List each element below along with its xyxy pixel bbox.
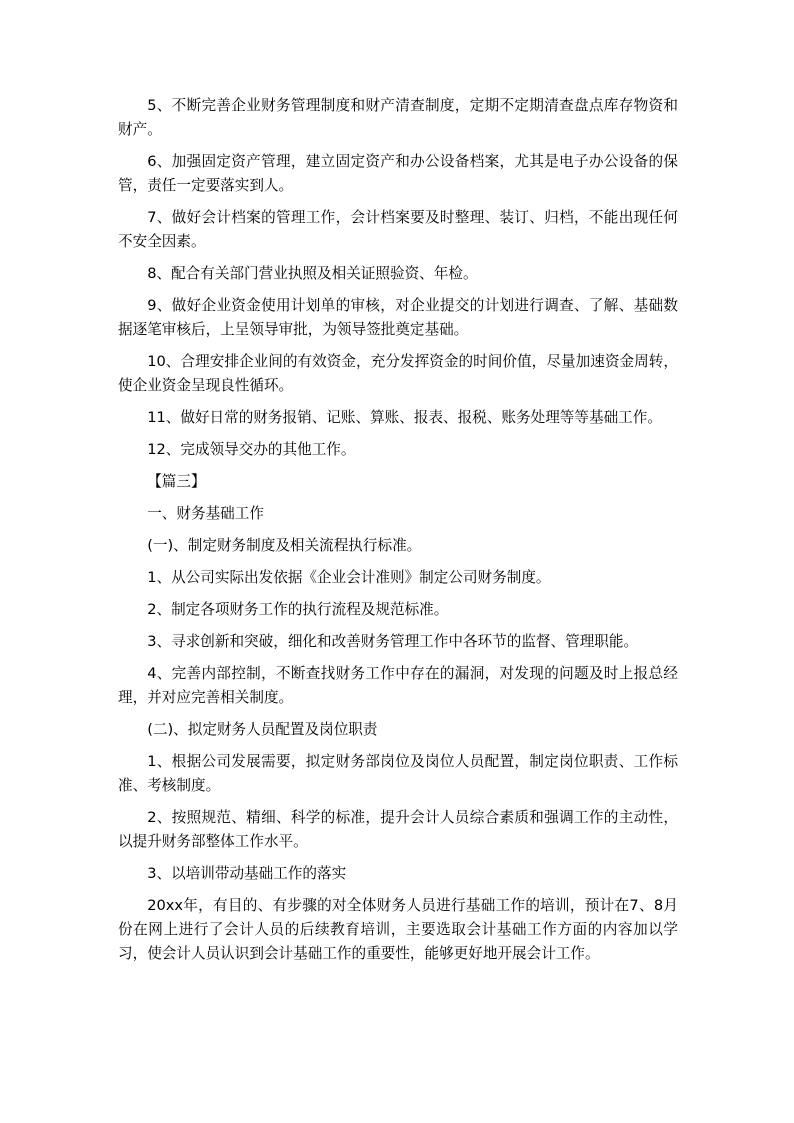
subsection-2-item-1: 1、根据公司发展需要，拟定财务部岗位及岗位人员配置，制定岗位职责、工作标准、考核制度。 [118, 753, 678, 794]
paragraph-item-11: 11、做好日常的财务报销、记账、算账、报表、报税、账务处理等等基础工作。 [147, 409, 662, 426]
subsection-1-item-4: 4、完善内部控制，不断查找财务工作中存在的漏洞，对发现的问题及时上报总经理，并对应完善相关制度。 [118, 665, 678, 706]
document-body [118, 94, 678, 974]
subsection-heading-2: (二)、拟定财务人员配置及岗位职责 [147, 721, 378, 738]
subsection-1-item-1: 1、从公司实际出发依据《企业会计准则》制定公司财务制度。 [147, 569, 551, 586]
paragraph-item-7: 7、做好会计档案的管理工作，会计档案要及时整理、装订、归档，不能出现任何不安全因素。 [118, 209, 678, 250]
paragraph-item-10: 10、合理安排企业间的有效资金，充分发挥资金的时间价值，尽量加速资金周转，使企业资金呈现良性循环。 [118, 353, 678, 394]
paragraph-item-6: 6、加强固定资产管理，建立固定资产和办公设备档案，尤其是电子办公设备的保管，责任一定要落实到人。 [118, 153, 678, 194]
paragraph-item-12: 12、完成领导交办的其他工作。 [147, 441, 356, 458]
subsection-2-item-2: 2、按照规范、精细、科学的标准，提升会计人员综合素质和强调工作的主动性，以提升财务部整体工作水平。 [118, 809, 678, 850]
subsection-heading-1: (一)、制定财务制度及相关流程执行标准。 [147, 537, 422, 554]
paragraph-item-8: 8、配合有关部门营业执照及相关证照验资、年检。 [147, 265, 478, 282]
paragraph-item-9: 9、做好企业资金使用计划单的审核，对企业提交的计划进行调查、了解、基础数据逐笔审核后，上呈领导审批，为领导签批奠定基础。 [118, 297, 678, 338]
section-heading: 【篇三】 [147, 473, 206, 490]
paragraph-item-5: 5、不断完善企业财务管理制度和财产清查制度，定期不定期清查盘点库存物资和财产。 [118, 97, 678, 138]
subsection-1-item-2: 2、制定各项财务工作的执行流程及规范标准。 [147, 601, 449, 618]
chapter-heading: 一、财务基础工作 [147, 505, 264, 522]
subsection-2-item-3: 3、以培训带动基础工作的落实 [147, 865, 347, 882]
subsection-1-item-3: 3、寻求创新和突破，细化和改善财务管理工作中各环节的监督、管理职能。 [147, 633, 639, 650]
training-paragraph: 20xx年，有目的、有步骤的对全体财务人员进行基础工作的培训，预计在7、8月份在网上进行了会计人员的后续教育培训，主要选取会计基础工作方面的内容加以学习，使会计人员认识到会计基础工作的重要性，能够更好地开展会计工作。 [118, 897, 678, 962]
